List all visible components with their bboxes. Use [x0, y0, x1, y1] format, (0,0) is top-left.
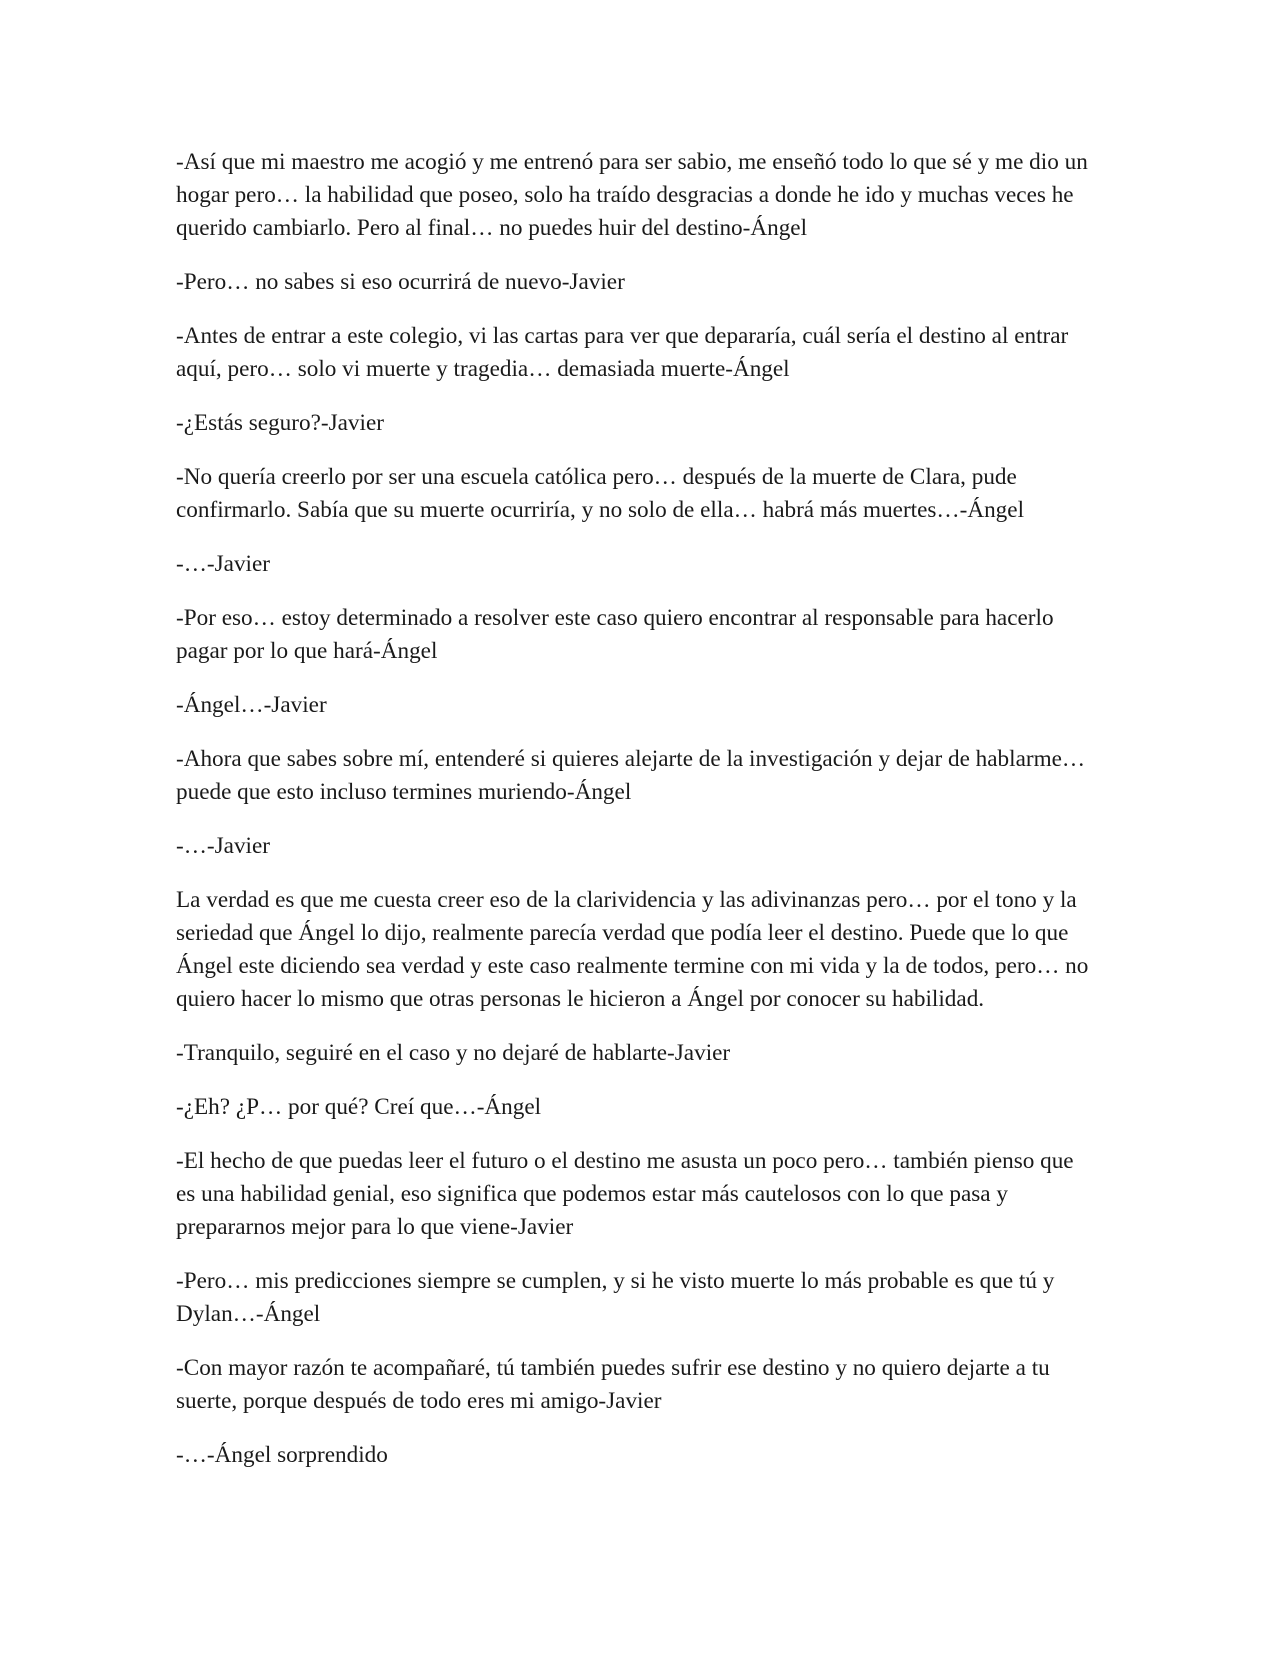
paragraph: -¿Eh? ¿P… por qué? Creí que…-Ángel	[176, 1094, 542, 1120]
document-body	[176, 146, 1096, 1493]
paragraph: La verdad es que me cuesta creer eso de la clarividencia y las adivinanzas pero… por el tono y la seriedad que Ángel lo dijo, realmente parecía verdad que podía leer el destino. Puede que lo que Ángel este diciendo sea verdad y este caso realmente termine con mi vida y la de todos, pero… no quiero hacer lo mismo que otras personas le hicieron a Ángel por conocer su habilidad.	[176, 887, 1089, 1012]
paragraph: -Tranquilo, seguiré en el caso y no dejaré de hablarte-Javier	[176, 1040, 731, 1066]
paragraph: -No quería creerlo por ser una escuela católica pero… después de la muerte de Clara, pude confirmarlo. Sabía que su muerte ocurriría, y no solo de ella… habrá más muertes…-Ángel	[176, 464, 1025, 523]
paragraph: -Antes de entrar a este colegio, vi las cartas para ver que depararía, cuál sería el destino al entrar aquí, pero… solo vi muerte y tragedia… demasiada muerte-Ángel	[176, 323, 1069, 382]
paragraph: -Ahora que sabes sobre mí, entenderé si quieres alejarte de la investigación y dejar de hablarme… puede que esto incluso termines muriendo-Ángel	[176, 746, 1086, 805]
paragraph: -Pero… no sabes si eso ocurrirá de nuevo-Javier	[176, 269, 625, 295]
paragraph: -…-Ángel sorprendido	[176, 1442, 388, 1468]
paragraph: -Con mayor razón te acompañaré, tú también puedes sufrir ese destino y no quiero dejarte a tu suerte, porque después de todo eres mi amigo-Javier	[176, 1355, 1050, 1414]
paragraph: -El hecho de que puedas leer el futuro o el destino me asusta un poco pero… también pienso que es una habilidad genial, eso significa que podemos estar más cautelosos con lo que pasa y prepararnos mejor para lo que viene-Javier	[176, 1148, 1074, 1240]
paragraph: -¿Estás seguro?-Javier	[176, 410, 384, 436]
paragraph: -Pero… mis predicciones siempre se cumplen, y si he visto muerte lo más probable es que tú y Dylan…-Ángel	[176, 1268, 1055, 1327]
paragraph: -Así que mi maestro me acogió y me entrenó para ser sabio, me enseñó todo lo que sé y me dio un hogar pero… la habilidad que poseo, solo ha traído desgracias a donde he ido y muchas veces he querido cambiarlo. Pero al final… no puedes huir del destino-Ángel	[176, 149, 1088, 241]
paragraph: -Ángel…-Javier	[176, 692, 327, 718]
paragraph: -…-Javier	[176, 551, 270, 577]
paragraph: -Por eso… estoy determinado a resolver este caso quiero encontrar al responsable para hacerlo pagar por lo que hará-Ángel	[176, 605, 1054, 664]
paragraph: -…-Javier	[176, 833, 270, 859]
